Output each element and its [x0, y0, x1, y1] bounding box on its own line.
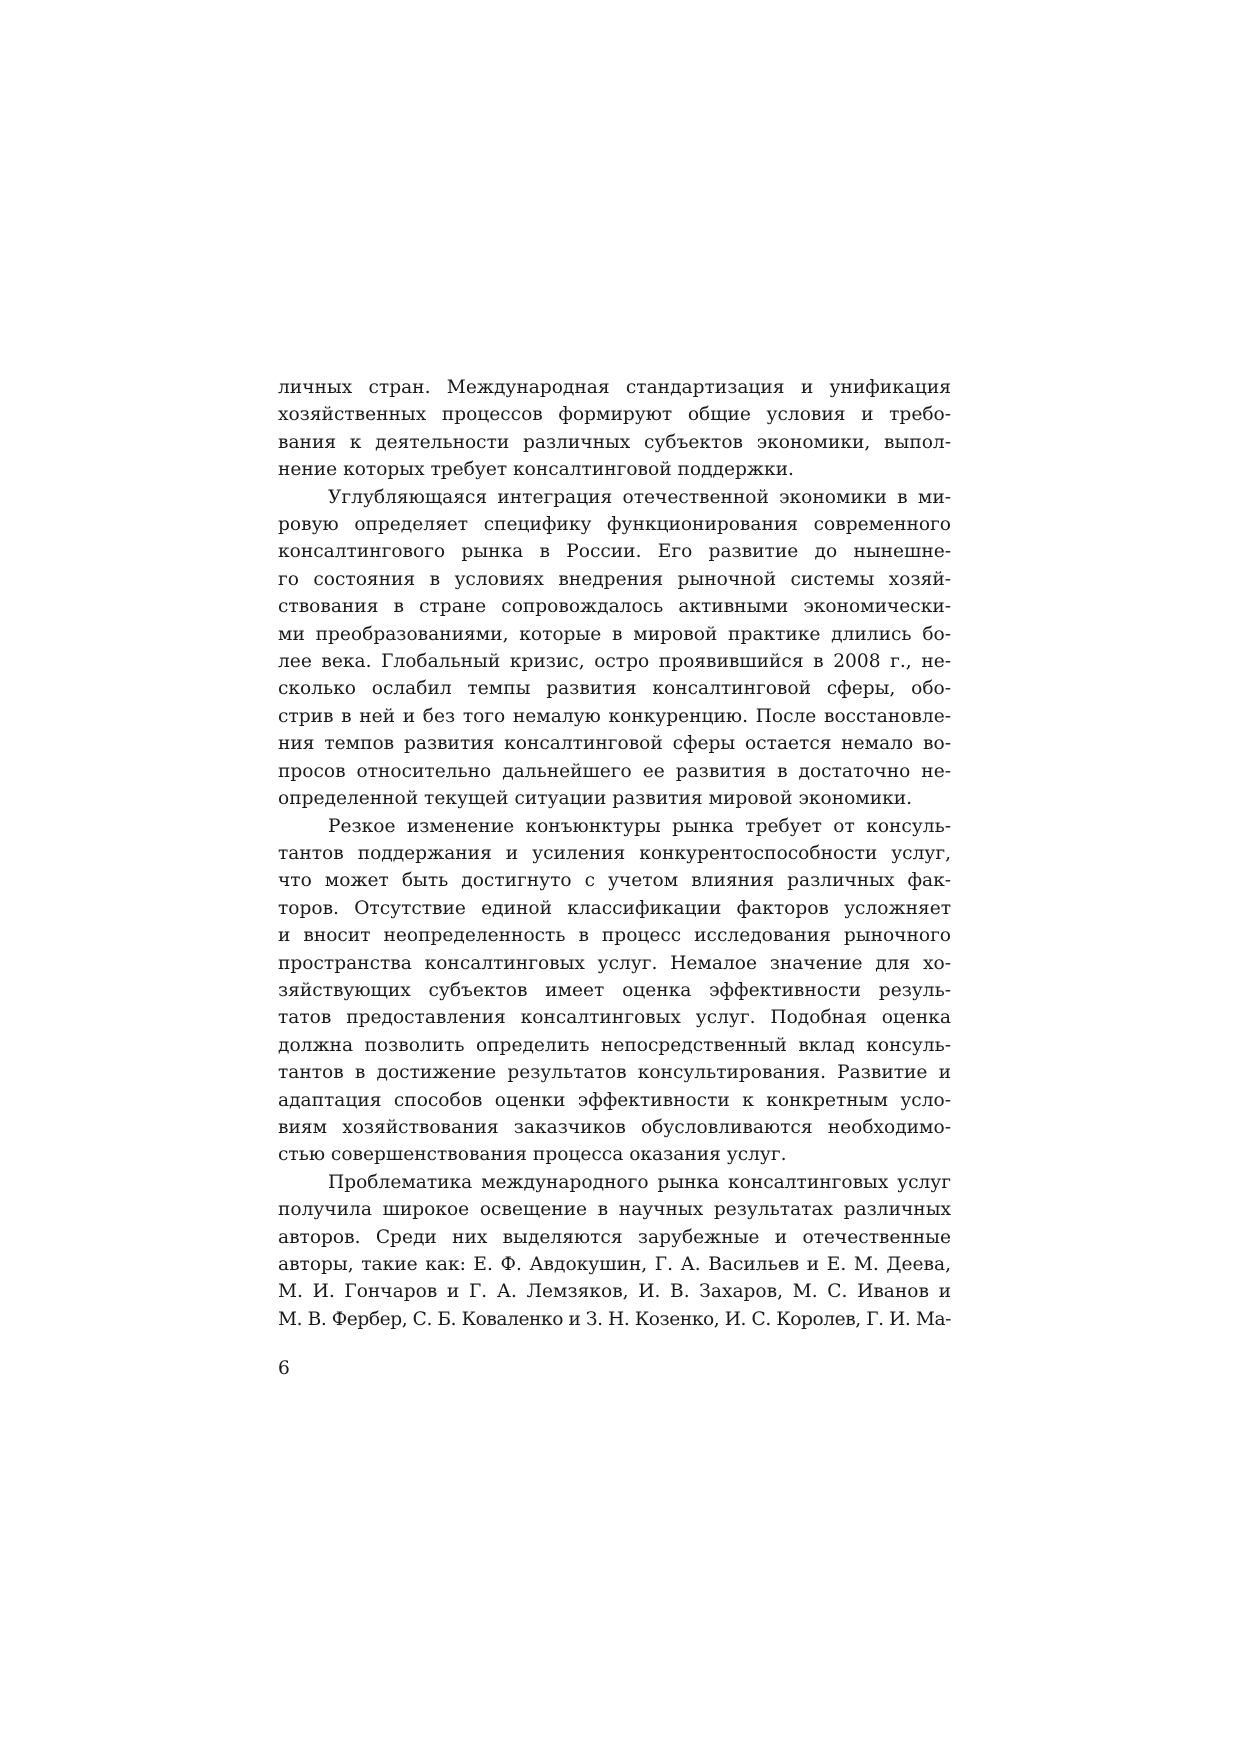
text-line: авторов. Среди них выделяются зарубежные и отечественные: [278, 1226, 951, 1248]
text-line: ровую определяет специфику функционирования современного: [278, 514, 951, 536]
text-line: лее века. Глобальный кризис, остро проявившийся в 2008 г., не-: [278, 651, 951, 673]
text-line: торов. Отсутствие единой классификации факторов усложняет: [278, 897, 951, 919]
text-line: Проблематика международного рынка консалтинговых услуг: [328, 1171, 951, 1193]
text-line: Резкое изменение конъюнктуры рынка требует от консуль-: [328, 815, 951, 837]
text-line: что может быть достигнуто с учетом влияния различных фак-: [278, 870, 951, 892]
text-line: стрив в ней и без того немалую конкуренцию. После восстановле-: [278, 705, 951, 727]
text-line: нение которых требует консалтинговой поддержки.: [278, 459, 794, 481]
text-line: зяйствующих субъектов имеет оценка эффективности резуль-: [278, 979, 951, 1001]
text-line: виям хозяйствования заказчиков обусловливаются необходимо-: [278, 1116, 951, 1138]
paragraph: [278, 484, 951, 813]
text-line: вания к деятельности различных субъектов экономики, выпол-: [278, 431, 951, 453]
text-line: Углубляющаяся интеграция отечественной экономики в ми-: [328, 486, 951, 508]
text-line: авторы, такие как: Е. Ф. Авдокушин, Г. А. Васильев и Е. М. Деева,: [278, 1254, 951, 1275]
text-line: просов относительно дальнейшего ее развития в достаточно не-: [278, 760, 951, 782]
paragraph: [278, 813, 951, 1169]
body-text: [278, 374, 951, 1333]
text-line: консалтингового рынка в России. Его развитие до нынешне-: [278, 541, 951, 563]
text-line: пространства консалтинговых услуг. Немалое значение для хо-: [278, 952, 951, 974]
text-line: ми преобразованиями, которые в мировой практике длились бо-: [278, 623, 951, 645]
text-line: хозяйственных процессов формируют общие условия и требо-: [278, 404, 951, 426]
text-line: ствования в стране сопровождалось активными экономически-: [278, 596, 951, 618]
text-line: стью совершенствования процесса оказания услуг.: [278, 1144, 787, 1166]
text-line: и вносит неопределенность в процесс исследования рыночного: [278, 925, 951, 947]
text-line: личных стран. Международная стандартизация и унификация: [278, 377, 951, 398]
text-line: М. И. Гончаров и Г. А. Лемзяков, И. В. Захаров, М. С. Иванов и: [278, 1281, 951, 1303]
text-line: адаптация способов оценки эффективности к конкретным усло-: [278, 1089, 951, 1111]
text-line: го состояния в условиях внедрения рыночной системы хозяй-: [278, 568, 951, 590]
paragraph: [278, 374, 951, 484]
text-line: определенной текущей ситуации развития мировой экономики.: [278, 788, 913, 810]
text-line: ния темпов развития консалтинговой сферы остается немало во-: [278, 733, 951, 755]
text-line: татов предоставления консалтинговых услуг. Подобная оценка: [278, 1007, 951, 1029]
text-line: тантов поддержания и усиления конкурентоспособности услуг,: [278, 842, 951, 864]
text-line: получила широкое освещение в научных результатах различных: [278, 1199, 951, 1221]
page-number: 6: [278, 1358, 290, 1379]
text-line: тантов в достижение результатов консультирования. Развитие и: [278, 1062, 951, 1084]
text-line: сколько ослабил темпы развития консалтинговой сферы, обо-: [278, 678, 951, 700]
text-line: М. В. Фербер, С. Б. Коваленко и З. Н. Козенко, И. С. Королев, Г. И. Ма-: [278, 1308, 951, 1330]
paragraph: [278, 1169, 951, 1333]
text-line: должна позволить определить непосредственный вклад консуль-: [278, 1034, 951, 1056]
